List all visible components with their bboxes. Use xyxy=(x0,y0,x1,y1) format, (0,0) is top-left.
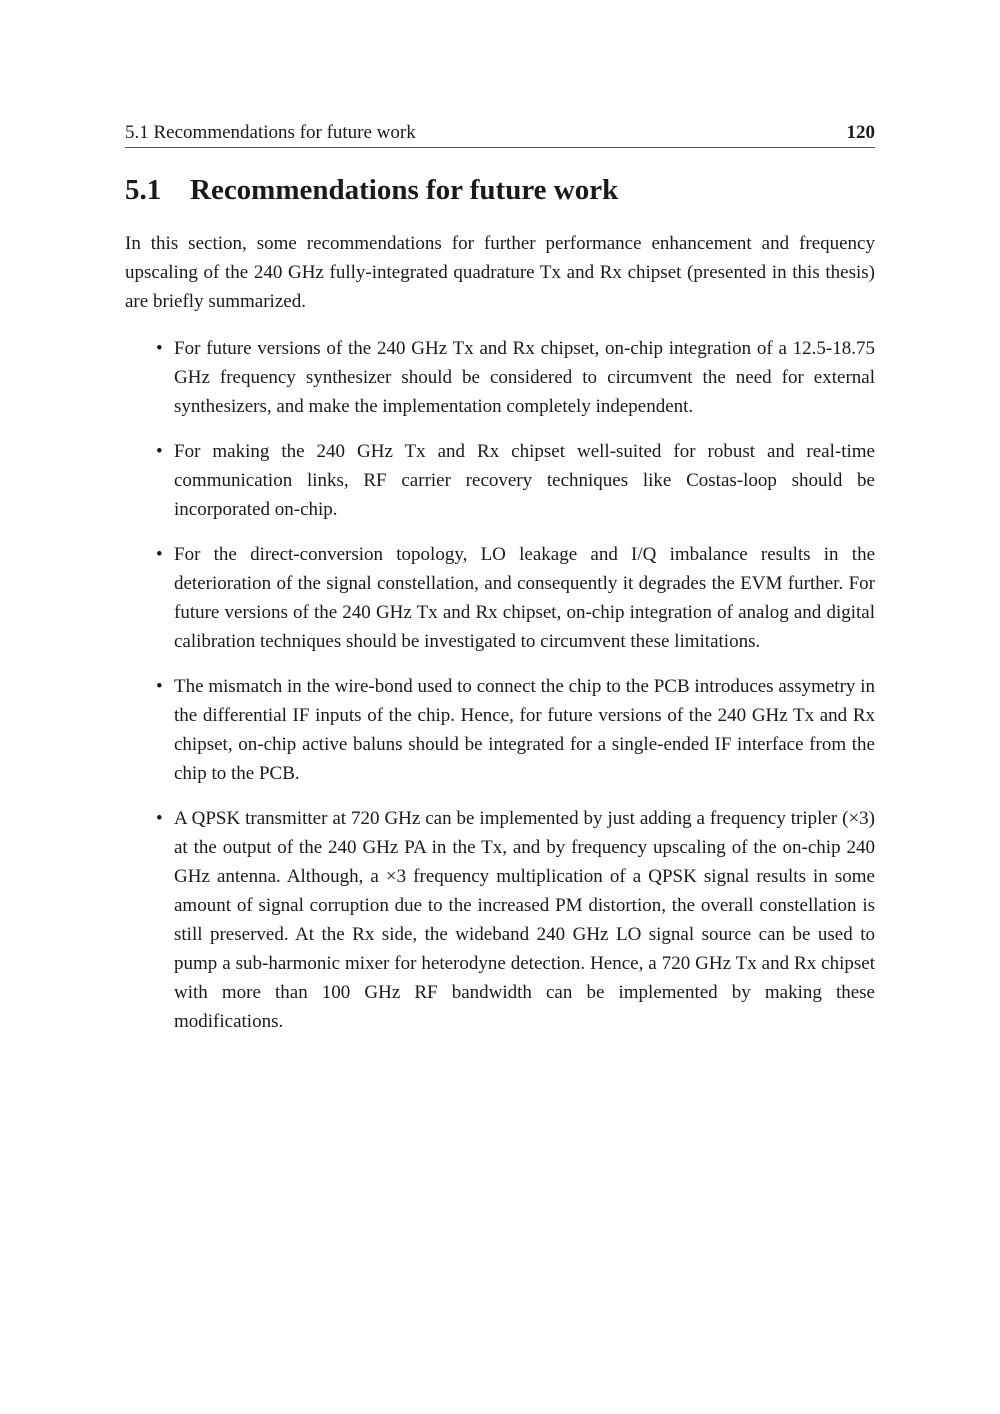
list-item xyxy=(125,672,875,788)
list-item-text: A QPSK transmitter at 720 GHz can be implemented by just adding a frequency tripler (×3) at the output of the 240 GHz PA in the Tx, and by frequency upscaling of the on-chip 240 GHz antenna. Although, a ×3 frequency multiplication of a QPSK signal results in some amount of signal corruption due to the increased PM distortion, the overall constellation is still preserved. At the Rx side, the wideband 240 GHz LO signal source can be used to pump a sub-harmonic mixer for heterodyne detection. Hence, a 720 GHz Tx and Rx chipset with more than 100 GHz RF bandwidth can be implemented by making these modifications. xyxy=(174,808,875,1032)
list-item xyxy=(125,437,875,524)
bullet-icon: • xyxy=(156,808,163,829)
running-header-section: 5.1 Recommendations for future work xyxy=(125,122,416,143)
body-text xyxy=(125,229,875,1036)
list-item xyxy=(125,334,875,421)
bullet-icon: • xyxy=(156,338,163,359)
bullet-icon: • xyxy=(156,544,163,565)
list-item xyxy=(125,540,875,656)
bullet-icon: • xyxy=(156,441,163,462)
section-title: Recommendations for future work xyxy=(190,174,619,206)
bullet-icon: • xyxy=(156,676,163,697)
running-header xyxy=(125,120,875,148)
intro-paragraph: In this section, some recommendations for further performance enhancement and frequency upscaling of the 240 GHz fully-integrated quadrature Tx and Rx chipset (presented in this thesis) are briefly summarized. xyxy=(125,233,875,312)
list-item-text: For making the 240 GHz Tx and Rx chipset well-suited for robust and real-time communication links, RF carrier recovery techniques like Costas-loop should be incorporated on-chip. xyxy=(174,441,875,520)
page-number: 120 xyxy=(846,122,875,143)
list-item-text: The mismatch in the wire-bond used to connect the chip to the PCB introduces assymetry in the differential IF inputs of the chip. Hence, for future versions of the 240 GHz Tx and Rx chipset, on-chip active baluns should be integrated for a single-ended IF interface from the chip to the PCB. xyxy=(174,676,875,784)
section-number: 5.1 xyxy=(125,174,162,206)
recommendation-list xyxy=(125,334,875,1036)
list-item xyxy=(125,804,875,1036)
section-heading xyxy=(125,170,618,210)
list-item-text: For the direct-conversion topology, LO leakage and I/Q imbalance results in the deterioration of the signal constellation, and consequently it degrades the EVM further. For future versions of the 240 GHz Tx and Rx chipset, on-chip integration of analog and digital calibration techniques should be investigated to circumvent these limitations. xyxy=(174,544,875,652)
list-item-text: For future versions of the 240 GHz Tx and Rx chipset, on-chip integration of a 12.5-18.75 GHz frequency synthesizer should be considered to circumvent the need for external synthesizers, and make the implementation completely independent. xyxy=(174,338,875,417)
